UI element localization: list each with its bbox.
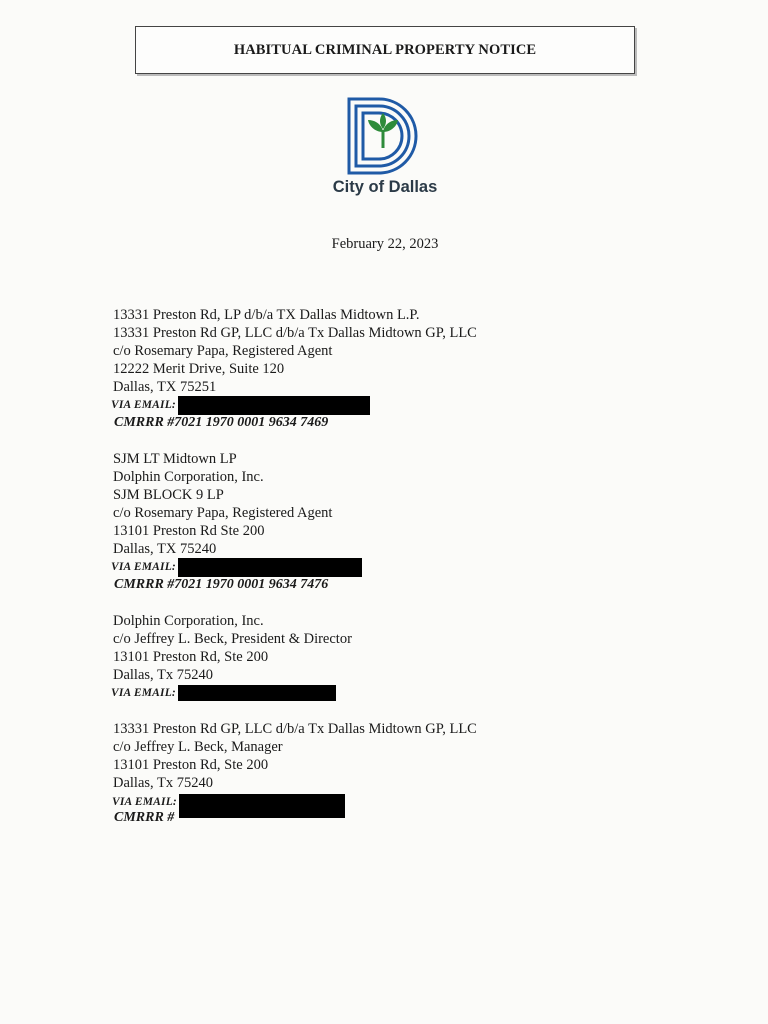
recipient-block-1 (113, 306, 477, 432)
address-line: c/o Jeffrey L. Beck, Manager (113, 739, 283, 755)
notice-title: HABITUAL CRIMINAL PROPERTY NOTICE (233, 41, 537, 58)
address-line: 13331 Preston Rd GP, LLC d/b/a Tx Dallas Midtown GP, LLC (113, 721, 477, 737)
address-line: 13101 Preston Rd, Ste 200 (113, 649, 269, 665)
via-email-row (111, 396, 477, 414)
address-line: Dallas, TX 75251 (113, 379, 217, 395)
city-of-dallas-logo-icon (346, 96, 424, 176)
address-line: Dolphin Corporation, Inc. (113, 613, 264, 629)
address-line: 13101 Preston Rd Ste 200 (113, 523, 265, 539)
via-email-label: VIA EMAIL: (111, 561, 176, 573)
address-line: SJM BLOCK 9 LP (113, 487, 224, 503)
via-email-row (111, 558, 362, 576)
address-line: Dolphin Corporation, Inc. (113, 469, 264, 485)
cmrrr-number: CMRRR #7021 1970 0001 9634 7469 (114, 415, 329, 430)
redacted-email (178, 396, 370, 415)
address-line: 13331 Preston Rd, LP d/b/a TX Dallas Midtown L.P. (113, 307, 420, 323)
recipient-block-2 (113, 450, 362, 594)
via-email-label: VIA EMAIL: (112, 796, 177, 808)
address-line: c/o Rosemary Papa, Registered Agent (113, 343, 333, 359)
via-email-label: VIA EMAIL: (111, 687, 176, 699)
redacted-email (178, 685, 336, 701)
recipient-block-3 (113, 612, 352, 702)
redacted-email (179, 794, 345, 818)
via-email-row (111, 684, 352, 702)
address-line: 13331 Preston Rd GP, LLC d/b/a Tx Dallas Midtown GP, LLC (113, 325, 477, 341)
recipient-block-4 (113, 720, 477, 827)
address-line: 12222 Merit Drive, Suite 120 (113, 361, 285, 377)
address-line: c/o Jeffrey L. Beck, President & Director (113, 631, 352, 647)
address-line: Dallas, Tx 75240 (113, 667, 214, 683)
city-of-dallas-wordmark: City of Dallas (332, 178, 438, 196)
notice-title-box (135, 26, 635, 74)
address-line: SJM LT Midtown LP (113, 451, 237, 467)
redacted-email (178, 558, 362, 577)
address-line: c/o Rosemary Papa, Registered Agent (113, 505, 333, 521)
address-line: 13101 Preston Rd, Ste 200 (113, 757, 269, 773)
address-line: Dallas, Tx 75240 (113, 775, 214, 791)
address-line: Dallas, TX 75240 (113, 541, 217, 557)
via-email-label: VIA EMAIL: (111, 399, 176, 411)
cmrrr-number: CMRRR #7021 1970 0001 9634 7476 (114, 577, 329, 592)
cmrrr-number: CMRRR # (114, 810, 175, 825)
letter-date: February 22, 2023 (331, 236, 439, 252)
